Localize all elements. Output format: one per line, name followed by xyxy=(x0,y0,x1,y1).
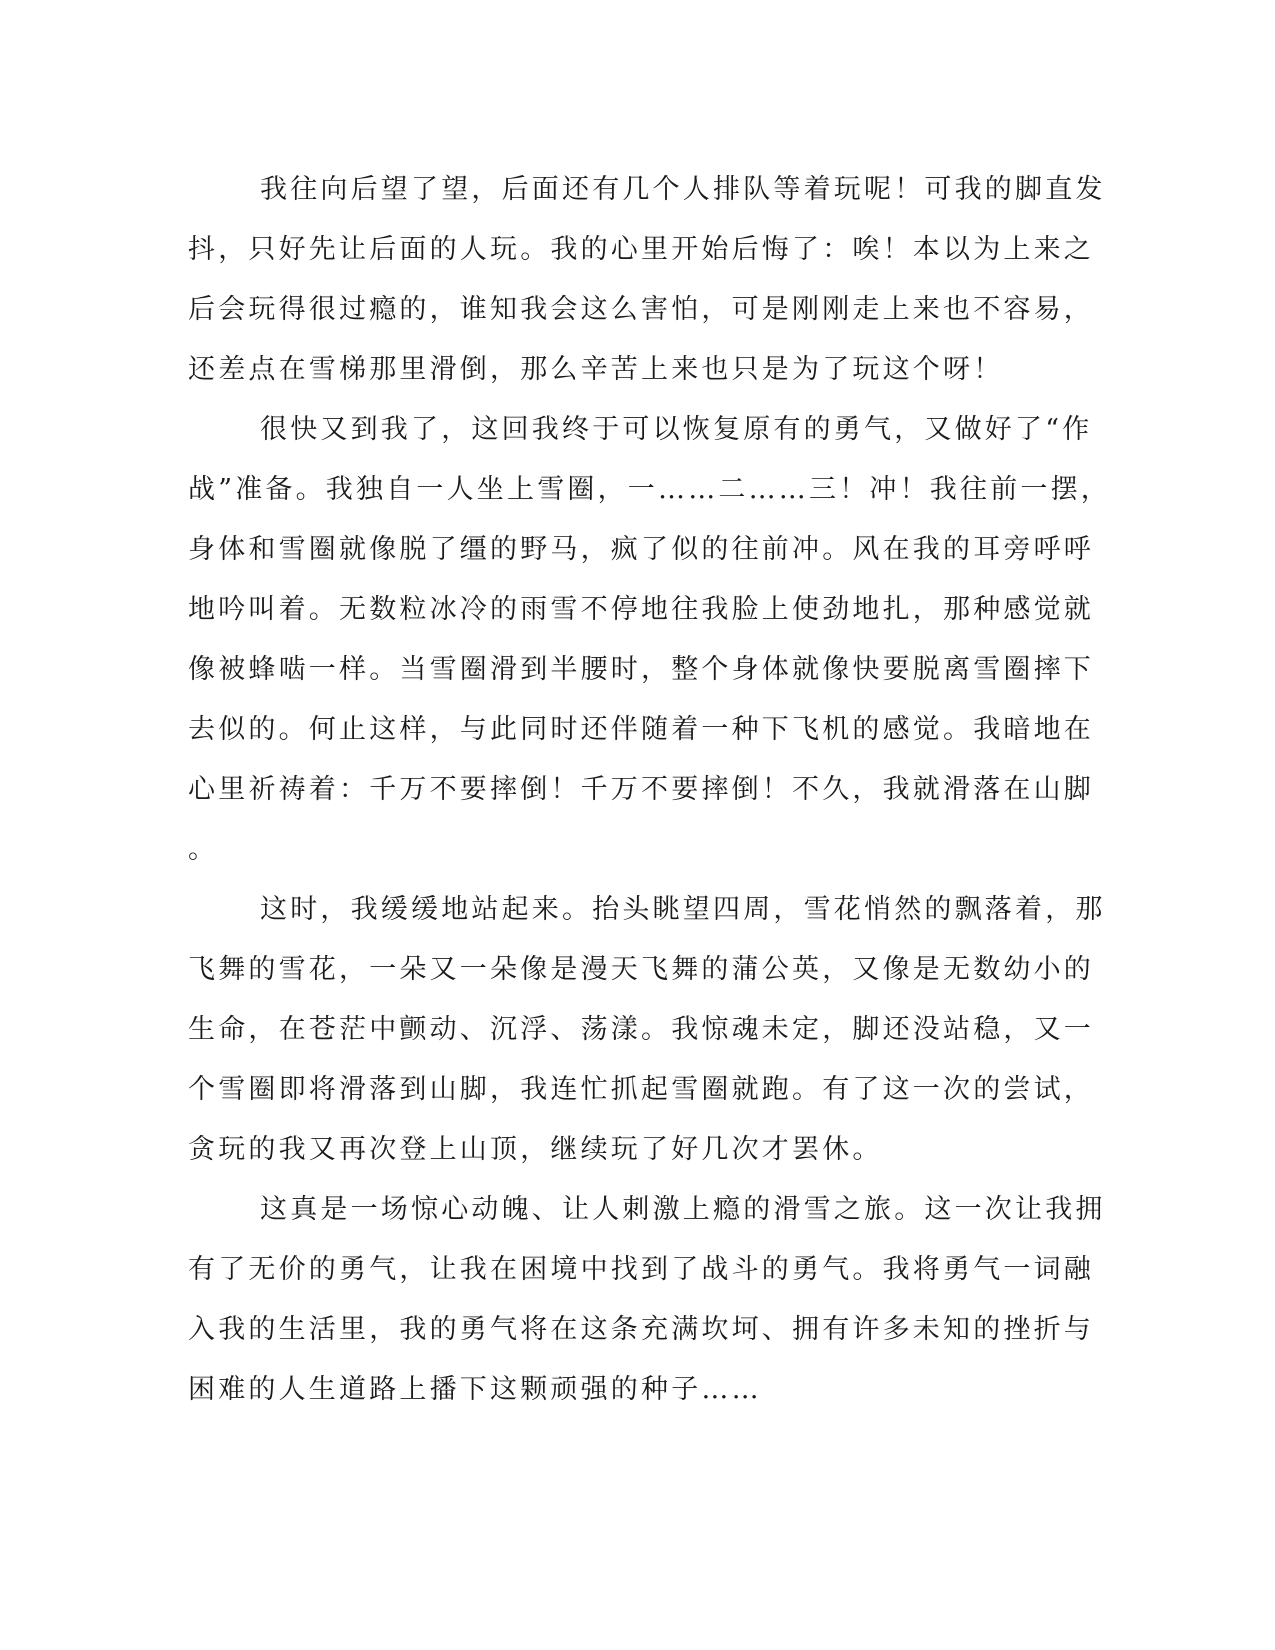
text-line: 抖，只好先让后面的人玩。我的心里开始后悔了：唉！本以为上来之 xyxy=(188,234,1094,265)
text-line: 贪玩的我又再次登上山顶，继续玩了好几次才罢休。 xyxy=(188,1134,883,1165)
paragraph-4 xyxy=(188,1180,1106,1420)
paragraph-1 xyxy=(188,160,1106,400)
text-line: 这真是一场惊心动魄、让人刺激上瘾的滑雪之旅。这一次让我拥 xyxy=(260,1194,1106,1225)
text-line: 很快又到我了，这回我终于可以恢复原有的勇气，又做好了“作 xyxy=(260,414,1093,445)
text-line: 有了无价的勇气，让我在困境中找到了战斗的勇气。我将勇气一词融 xyxy=(188,1254,1094,1285)
text-line: 个雪圈即将滑落到山脚，我连忙抓起雪圈就跑。有了这一次的尝试， xyxy=(188,1074,1094,1105)
text-line: 身体和雪圈就像脱了缰的野马，疯了似的往前冲。风在我的耳旁呼呼 xyxy=(188,534,1094,565)
text-line: 心里祈祷着：千万不要摔倒！千万不要摔倒！不久，我就滑落在山脚 xyxy=(188,774,1094,805)
body-text xyxy=(188,160,1112,1420)
text-line: 战”准备。我独自一人坐上雪圈，一……二……三！冲！我往前一摆， xyxy=(188,474,1112,505)
text-line: 我往向后望了望，后面还有几个人排队等着玩呢！可我的脚直发 xyxy=(260,174,1106,205)
paragraph-2 xyxy=(188,400,1112,880)
text-line: 。 xyxy=(188,834,219,865)
text-line: 地吟叫着。无数粒冰冷的雨雪不停地往我脸上使劲地扎，那种感觉就 xyxy=(188,594,1094,625)
text-line: 后会玩得很过瘾的，谁知我会这么害怕，可是刚刚走上来也不容易， xyxy=(188,294,1094,325)
text-line: 入我的生活里，我的勇气将在这条充满坎坷、拥有许多未知的挫折与 xyxy=(188,1314,1094,1345)
text-line: 飞舞的雪花，一朵又一朵像是漫天飞舞的蒲公英，又像是无数幼小的 xyxy=(188,954,1094,985)
text-line: 像被蜂啮一样。当雪圈滑到半腰时，整个身体就像快要脱离雪圈摔下 xyxy=(188,654,1094,685)
text-line: 困难的人生道路上播下这颗顽强的种子…… xyxy=(188,1374,762,1405)
text-line: 去似的。何止这样，与此同时还伴随着一种下飞机的感觉。我暗地在 xyxy=(188,714,1094,745)
text-line: 这时，我缓缓地站起来。抬头眺望四周，雪花悄然的飘落着，那 xyxy=(260,894,1106,925)
paragraph-3 xyxy=(188,880,1106,1180)
text-line: 生命，在苍茫中颤动、沉浮、荡漾。我惊魂未定，脚还没站稳，又一 xyxy=(188,1014,1094,1045)
text-line: 还差点在雪梯那里滑倒，那么辛苦上来也只是为了玩这个呀！ xyxy=(188,354,1004,385)
